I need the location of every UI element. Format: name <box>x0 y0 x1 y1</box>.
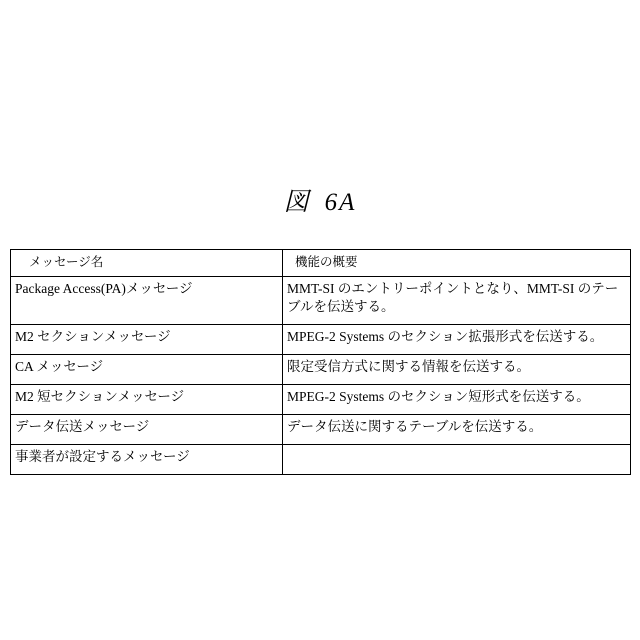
cell-message-name: M2 セクションメッセージ <box>11 324 283 354</box>
table-row <box>11 414 631 444</box>
table-row <box>11 354 631 384</box>
figure-caption <box>0 182 640 218</box>
cell-message-name: CA メッセージ <box>11 354 283 384</box>
cell-function-summary: 限定受信方式に関する情報を伝送する。 <box>283 354 631 384</box>
cell-message-name: M2 短セクションメッセージ <box>11 384 283 414</box>
cell-message-name: データ伝送メッセージ <box>11 414 283 444</box>
message-table-container <box>10 249 630 475</box>
cell-function-summary <box>283 444 631 474</box>
message-table <box>10 249 631 475</box>
column-header-message-name: メッセージ名 <box>11 250 283 277</box>
cell-function-summary: MPEG-2 Systems のセクション短形式を伝送する。 <box>283 384 631 414</box>
table-row <box>11 384 631 414</box>
cell-function-summary: データ伝送に関するテーブルを伝送する。 <box>283 414 631 444</box>
column-header-function-summary: 機能の概要 <box>283 250 631 277</box>
cell-message-name: 事業者が設定するメッセージ <box>11 444 283 474</box>
cell-function-summary: MMT-SI のエントリーポイントとなり、MMT-SI のテーブルを伝送する。 <box>283 276 631 324</box>
table-header-row <box>11 250 631 277</box>
cell-message-name: Package Access(PA)メッセージ <box>11 276 283 324</box>
table-row <box>11 444 631 474</box>
table-row <box>11 324 631 354</box>
figure-number: 6A <box>324 189 357 216</box>
figure-label: 図 <box>283 189 311 216</box>
cell-function-summary: MPEG-2 Systems のセクション拡張形式を伝送する。 <box>283 324 631 354</box>
table-row <box>11 276 631 324</box>
